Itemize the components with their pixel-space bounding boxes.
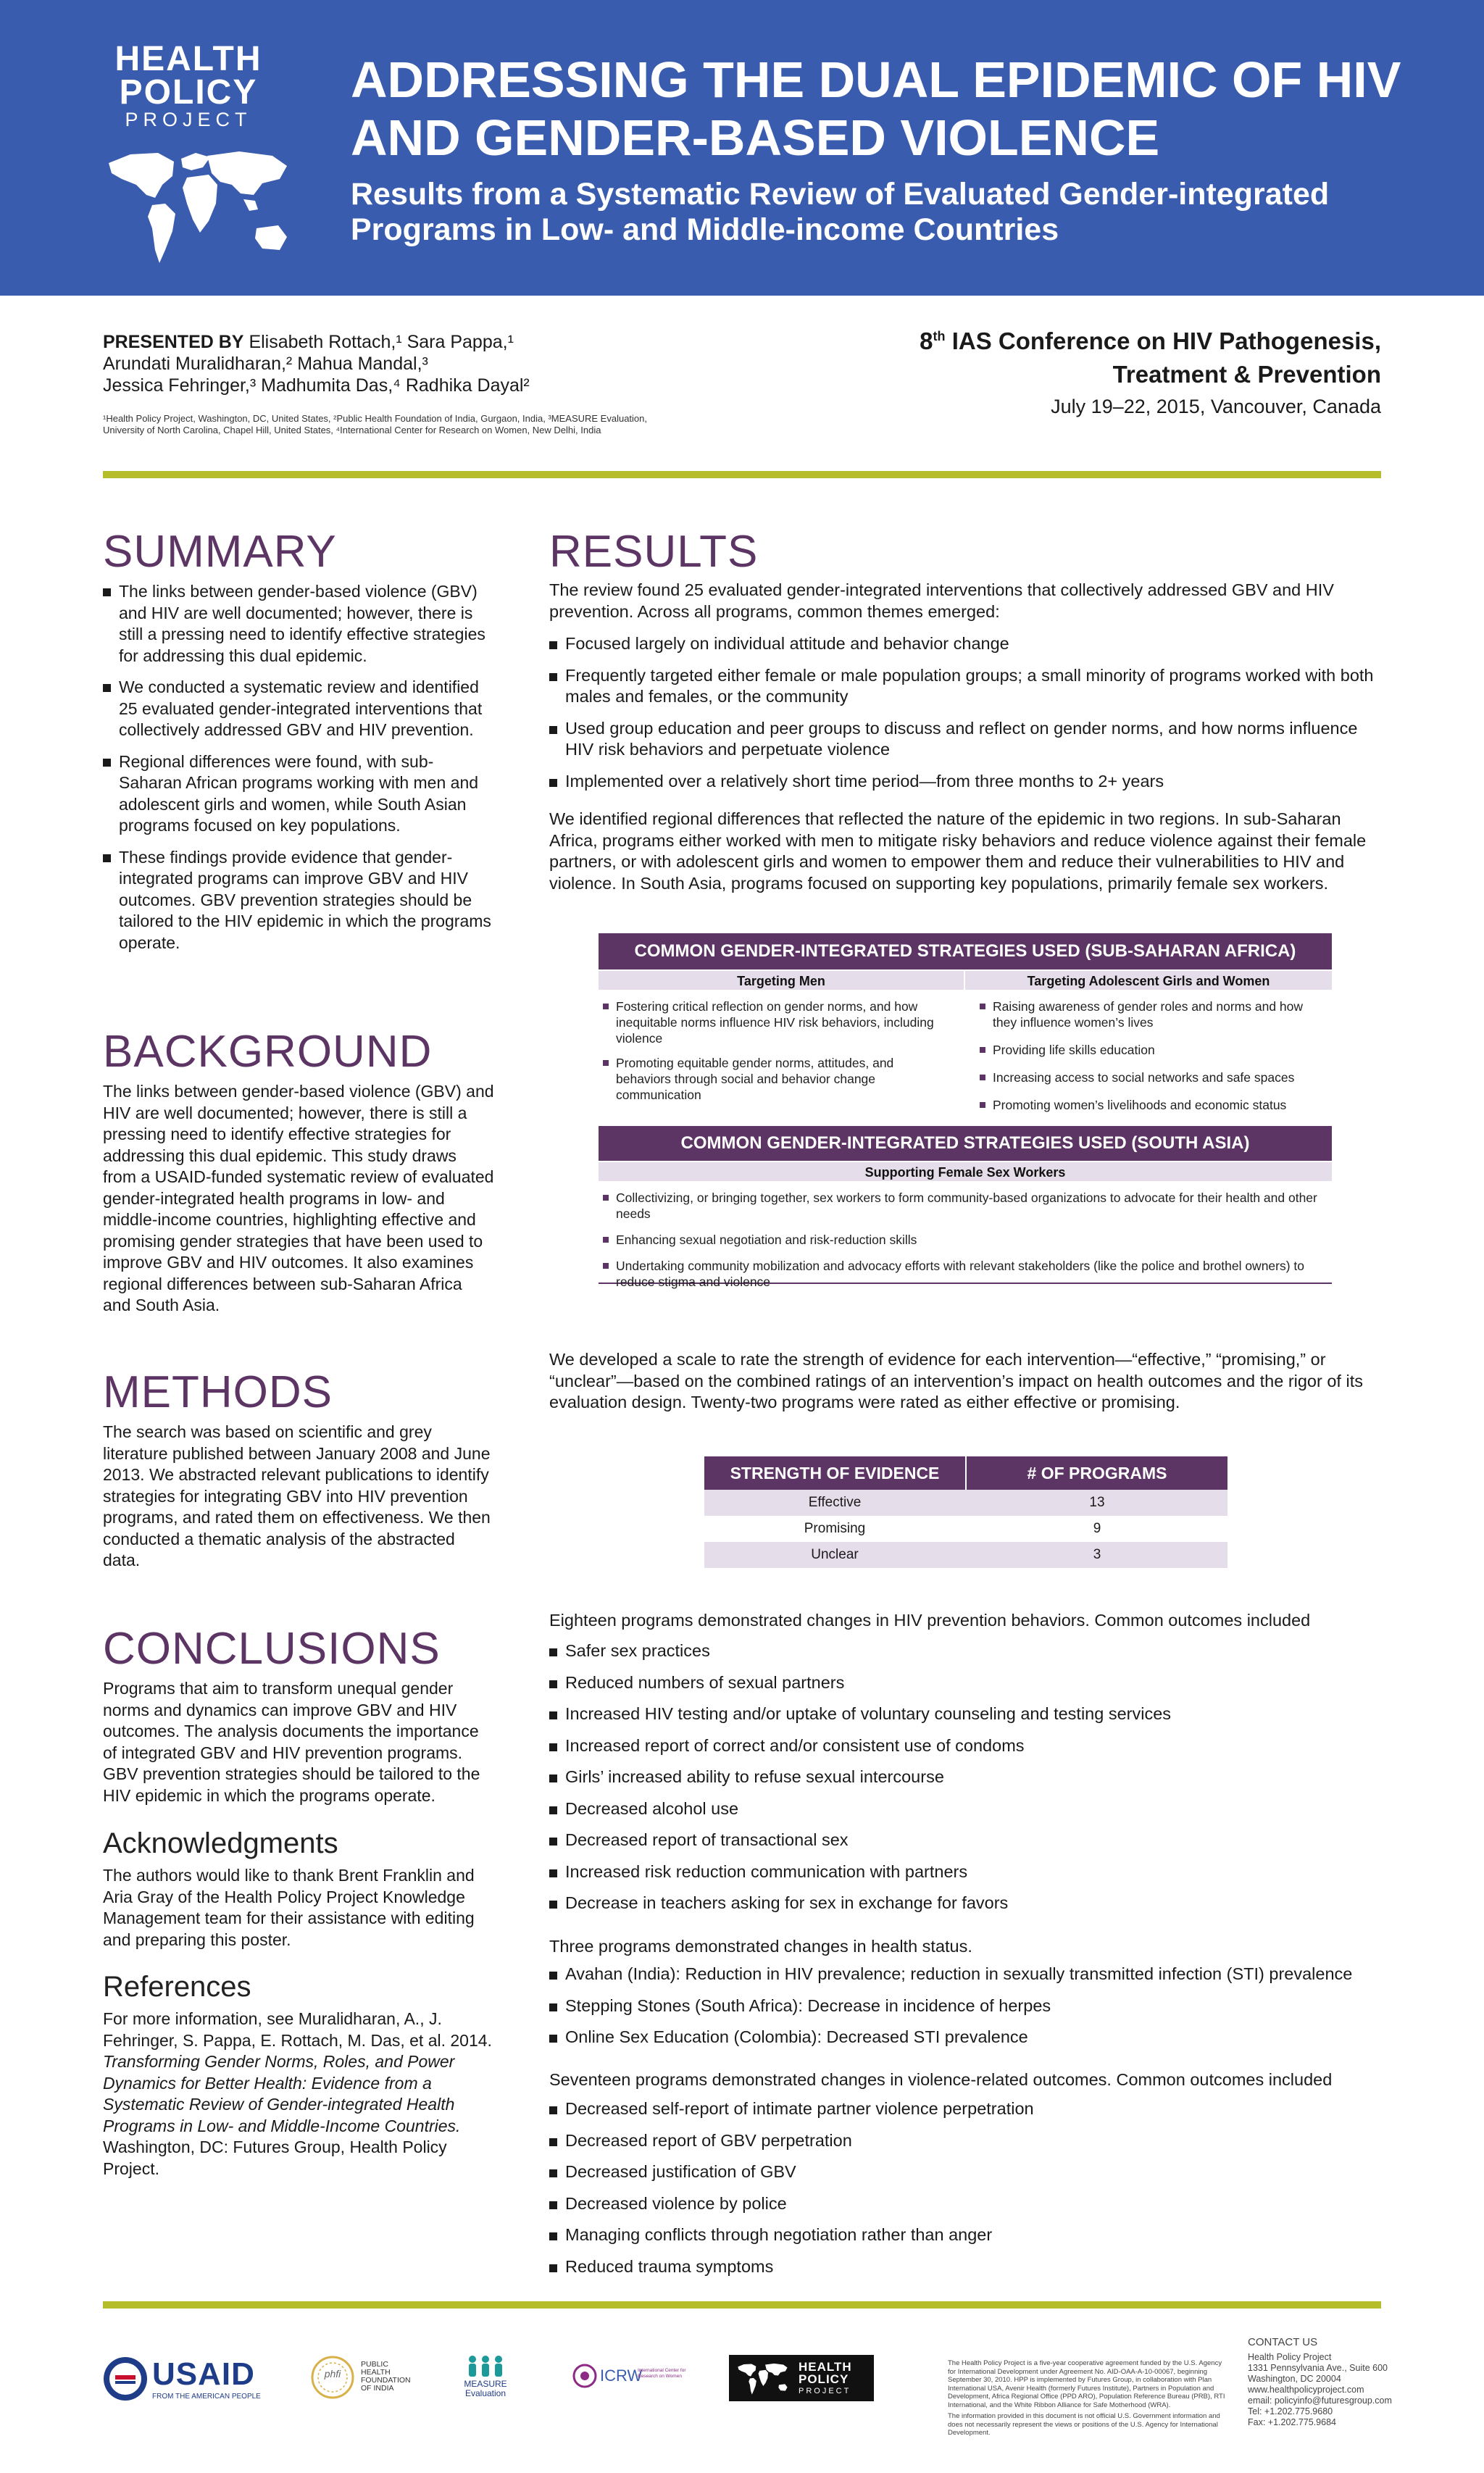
ssa-strategies-table — [599, 933, 1332, 1126]
conference-suffix: th — [933, 329, 946, 343]
behavior-item: Decrease in teachers asking for sex in exchange for favors — [549, 1893, 1383, 1914]
usaid-wordmark: USAID — [152, 2356, 255, 2392]
usaid-tagline: FROM THE AMERICAN PEOPLE — [152, 2393, 261, 2401]
evidence-label: Effective — [808, 1495, 862, 1510]
ssa-table-title: COMMON GENDER-INTEGRATED STRATEGIES USED (SUB-SAHARAN AFRICA) — [599, 933, 1332, 969]
conference-date: July 19–22, 2015, Vancouver, Canada — [1051, 396, 1381, 417]
presenters-line-3: Jessica Fehringer,³ Madhumita Das,⁴ Radhika Dayal² — [103, 375, 530, 396]
violence-item: Decreased justification of GBV — [549, 2161, 1383, 2183]
conference-line-1 — [920, 328, 1381, 355]
results-scale-text: We developed a scale to rate the strength of evidence for each intervention—“effective,” “promising,” or “unclear”—based on the combined ratings of an intervention’s impact on health outcomes and the rigor of its evaluation design. Twenty-two programs were rated as either effective or promising. — [549, 1350, 1363, 1411]
references-end: Washington, DC: Futures Group, Health Policy Project. — [103, 2138, 447, 2178]
theme-item: Used group education and peer groups to discuss and reflect on gender norms, and how norms influence HIV risk behaviors and perpetuate violence — [549, 718, 1383, 761]
disclaimer-funding: The Health Policy Project is a five-year cooperative agreement funded by the U.S. Agency for International Development under Agreement No. AID-OAA-A-10-00067, beginning September 30, 2010. HPP is implemented by Futures Group, in collaboration with Plan International USA, Avenir Health (formerly Futures Institute), Partners in Population and Development, Africa Regional Office (PPD ARO), Population Reference Bureau (PRB), RTI International, and the White Ribbon Alliance for Safe Motherhood (WRA). — [948, 2359, 1225, 2409]
affiliations-line-1: ¹Health Policy Project, Washington, DC, United States, ²Public Health Foundation of India, Gurgaon, India, ³MEASURE Evaluation, — [103, 413, 647, 424]
health-item: Online Sex Education (Colombia): Decreased STI prevalence — [549, 2027, 1383, 2048]
summary-title: SUMMARY — [103, 527, 337, 577]
health-intro: Three programs demonstrated changes in health status. — [549, 1937, 972, 1956]
contact-city: Washington, DC 20004 — [1248, 2374, 1341, 2384]
background-title: BACKGROUND — [103, 1027, 433, 1077]
behavior-list — [549, 1640, 1383, 1914]
health-item: Avahan (India): Reduction in HIV prevalence; reduction in sexually transmitted infection (STI) prevalence — [549, 1964, 1383, 1985]
icrw-wordmark: ICRW — [600, 2366, 643, 2385]
usaid-seal-icon — [103, 2356, 148, 2401]
icrw-tagline: International Center for Research on Women — [638, 2368, 686, 2379]
conference-line-2: Treatment & Prevention — [1112, 361, 1381, 388]
disclaimer — [948, 2359, 1226, 2437]
phfi-line: PUBLIC — [361, 2360, 388, 2369]
evidence-label: Unclear — [811, 1547, 859, 1562]
conference-name: IAS Conference on HIV Pathogenesis, — [945, 328, 1381, 354]
results-title: RESULTS — [549, 527, 759, 577]
evidence-col1-header: STRENGTH OF EVIDENCE — [730, 1464, 940, 1482]
behavior-item: Safer sex practices — [549, 1640, 1383, 1662]
ssa-col2-item: Promoting women’s livelihoods and economic status — [980, 1097, 1327, 1113]
phfi-mark: phfi — [324, 2368, 341, 2380]
contact-address: 1331 Pennsylvania Ave., Suite 600 — [1248, 2363, 1388, 2373]
ssa-col1-item: Promoting equitable gender norms, attitudes, and behaviors through social and behavior change communication — [603, 1055, 951, 1103]
affiliations-line-2: University of North Carolina, Chapel Hill, United States, ⁴International Center for Research on Women, New Delhi, India — [103, 425, 601, 435]
ssa-col1-item: Fostering critical reflection on gender norms, and how inequitable norms influence HIV risk behaviors, including violence — [603, 998, 951, 1046]
evidence-table-header — [704, 1456, 1227, 1490]
hpp-line: POLICY — [799, 2372, 849, 2386]
theme-item: Focused largely on individual attitude and behavior change — [549, 633, 1383, 655]
summary-list — [103, 581, 494, 954]
contact-org: Health Policy Project — [1248, 2352, 1332, 2362]
sa-item: Undertaking community mobilization and advocacy efforts with relevant stakeholders (like the police and brothel owners) to reduce stigma and violence — [603, 1258, 1327, 1290]
violence-item: Managing conflicts through negotiation rather than anger — [549, 2224, 1383, 2246]
evidence-row — [704, 1516, 1227, 1542]
sa-item: Enhancing sexual negotiation and risk-reduction skills — [603, 1232, 1327, 1248]
summary-item: We conducted a systematic review and identified 25 evaluated gender-integrated interventions that collectively addressed GBV and HIV prevention. — [103, 677, 494, 741]
logo-project: PROJECT — [125, 109, 252, 130]
contact-title: CONTACT US — [1248, 2336, 1318, 2348]
top-divider — [103, 471, 1381, 478]
violence-intro: Seventeen programs demonstrated changes in violence-related outcomes. Common outcomes included — [549, 2070, 1333, 2089]
title-line-2: AND GENDER-BASED VIOLENCE — [351, 109, 1160, 166]
behavior-item: Girls’ increased ability to refuse sexual intercourse — [549, 1767, 1383, 1788]
disclaimer-views: The information provided in this document is not official U.S. Government information and does not necessarily represent the views or positions of the U.S. Agency for International Development. — [948, 2412, 1220, 2437]
references-title: References — [103, 1971, 251, 2003]
theme-item: Implemented over a relatively short time period—from three months to 2+ years — [549, 771, 1383, 793]
contact-details — [1248, 2352, 1392, 2428]
ssa-col2-item: Raising awareness of gender roles and norms and how they influence women’s lives — [980, 998, 1327, 1030]
subtitle-line-1: Results from a Systematic Review of Evaluated Gender-integrated — [351, 177, 1330, 212]
violence-item: Decreased self-report of intimate partner violence perpetration — [549, 2098, 1383, 2120]
violence-item: Decreased report of GBV perpetration — [549, 2130, 1383, 2152]
acknowledgments-title: Acknowledgments — [103, 1827, 338, 1859]
behavior-item: Reduced numbers of sexual partners — [549, 1672, 1383, 1694]
behavior-intro: Eighteen programs demonstrated changes in HIV prevention behaviors. Common outcomes included — [549, 1611, 1311, 1630]
phfi-line: HEALTH — [361, 2368, 391, 2377]
contact-email[interactable]: email: policyinfo@futuresgroup.com — [1248, 2395, 1392, 2406]
evidence-col2-header: # OF PROGRAMS — [1027, 1464, 1167, 1482]
hpp-logo — [729, 2355, 874, 2401]
phfi-line: OF INDIA — [361, 2384, 394, 2393]
background-text: The links between gender-based violence (GBV) and HIV are well documented; however, there is still a pressing need to identify effective strategies for addressing this dual epidemic. This study draws from a USAID-funded systematic review of evaluated gender-integrated health programs in low- and middle-income countries, highlighting effective and promising gender strategies that have been used to improve GBV and HIV outcomes. It also examines regional differences between sub-Saharan Africa and South Asia. — [103, 1082, 494, 1314]
themes-list — [549, 633, 1383, 792]
methods-title: METHODS — [103, 1367, 333, 1417]
violence-item: Decreased violence by police — [549, 2193, 1383, 2215]
summary-item: These findings provide evidence that gender-integrated programs can improve GBV and HIV outcomes. GBV prevention strategies should be tailored to the HIV epidemic in which the programs operate. — [103, 847, 494, 954]
evidence-count: 3 — [1093, 1547, 1101, 1562]
results-regional: We identified regional differences that reflected the nature of the epidemic in two regions. In sub-Saharan Africa, programs either worked with men to mitigate risky behaviors and reduce violence against their female partners, or with adolescent girls and women to empower them and reduce their vulnerabilities to HIV and violence. In South Asia, programs focused on supporting key populations, primarily female sex workers. — [549, 809, 1367, 893]
behavior-item: Increased HIV testing and/or uptake of voluntary counseling and testing services — [549, 1703, 1383, 1725]
contact-fax: Fax: +1.202.775.9684 — [1248, 2417, 1336, 2427]
references-italic: Transforming Gender Norms, Roles, and Power Dynamics for Better Health: Evidence from a Systematic Review of Gender-integrated Health Programs in Low- and Middle-Income Countries. — [103, 2052, 461, 2135]
measure-line: MEASURE — [464, 2379, 507, 2389]
ssa-col2-item: Providing life skills education — [980, 1042, 1327, 1058]
summary-item: The links between gender-based violence (GBV) and HIV are well documented; however, there is still a pressing need to identify effective strategies for addressing this dual epidemic. — [103, 581, 494, 667]
ssa-table-body — [599, 990, 1332, 1126]
ssa-col2 — [965, 998, 1332, 1126]
ssa-col2-item: Increasing access to social networks and safe spaces — [980, 1069, 1327, 1085]
evidence-row — [704, 1490, 1227, 1516]
subtitle-line-2: Programs in Low- and Middle-income Countries — [351, 212, 1059, 247]
results-intro: The review found 25 evaluated gender-integrated interventions that collectively addressed GBV and HIV prevention. Across all programs, common themes emerged: — [549, 580, 1334, 621]
conclusions-text: Programs that aim to transform unequal gender norms and dynamics can improve GBV and HIV outcomes. The analysis documents the importance of integrated GBV and HIV prevention programs. GBV prevention strategies should be tailored to the HIV epidemic in which the programs operate. — [103, 1679, 480, 1805]
hpp-line: PROJECT — [799, 2387, 851, 2395]
behavior-item: Decreased report of transactional sex — [549, 1830, 1383, 1851]
sa-table-title: COMMON GENDER-INTEGRATED STRATEGIES USED (SOUTH ASIA) — [599, 1126, 1332, 1161]
evidence-label: Promising — [804, 1521, 866, 1536]
phfi-text — [361, 2361, 411, 2393]
evidence-count: 9 — [1093, 1521, 1101, 1536]
phfi-line: FOUNDATION — [361, 2376, 411, 2385]
sa-table-header: Supporting Female Sex Workers — [599, 1161, 1332, 1181]
ssa-col1-header: Targeting Men — [599, 971, 965, 990]
icrw-logo-icon — [572, 2364, 597, 2388]
measure-line: Evaluation — [464, 2388, 507, 2398]
conclusions-title: CONCLUSIONS — [103, 1624, 441, 1674]
presenters-line-2: Arundati Muralidharan,² Mahua Mandal,³ — [103, 354, 428, 374]
violence-item: Reduced trauma symptoms — [549, 2256, 1383, 2278]
measure-text — [457, 2380, 514, 2398]
presenters-line-1 — [103, 332, 514, 353]
behavior-item: Decreased alcohol use — [549, 1798, 1383, 1820]
sa-table-body — [599, 1181, 1332, 1289]
hpp-line: HEALTH — [799, 2360, 852, 2374]
title-line-1: ADDRESSING THE DUAL EPIDEMIC OF HIV — [351, 51, 1401, 108]
presenters-names-1: Elisabeth Rottach,¹ Sara Pappa,¹ — [249, 332, 514, 352]
contact-tel: Tel: +1.202.775.9680 — [1248, 2406, 1333, 2416]
health-item: Stepping Stones (South Africa): Decrease in incidence of herpes — [549, 1996, 1383, 2017]
ssa-table-subheader — [599, 969, 1332, 990]
ssa-col1 — [599, 998, 965, 1126]
conference-number: 8 — [920, 328, 933, 354]
health-list — [549, 1964, 1383, 2048]
behavior-item: Increased risk reduction communication with partners — [549, 1861, 1383, 1883]
sa-item: Collectivizing, or bringing together, sex workers to form community-based organizations to advocate for their health and other needs — [603, 1190, 1327, 1222]
evidence-count: 13 — [1089, 1495, 1105, 1510]
theme-item: Frequently targeted either female or male population groups; a small minority of programs worked with both males and females, or the community — [549, 665, 1383, 708]
hpp-logo-text — [799, 2361, 852, 2398]
references-text — [103, 2009, 494, 2180]
hpp-world-icon — [733, 2361, 793, 2397]
acknowledgments-text: The authors would like to thank Brent Franklin and Aria Gray of the Health Policy Project Knowledge Management team for their assistance with editing and preparing this poster. — [103, 1866, 475, 1949]
logo-policy: POLICY — [119, 73, 258, 112]
measure-people-icon — [465, 2355, 506, 2378]
world-map-icon — [101, 141, 297, 272]
logo-health: HEALTH — [114, 40, 262, 78]
methods-text: The search was based on scientific and grey literature published between January 2008 and June 2013. We abstracted relevant publications to identify strategies for integrating GBV into HIV prevention programs, and rated them on effectiveness. We then conducted a thematic analysis of the abstracted data. — [103, 1422, 491, 1569]
sa-strategies-table — [599, 1126, 1332, 1289]
bottom-divider — [103, 2301, 1381, 2309]
presented-by-label: PRESENTED BY — [103, 332, 244, 352]
references-plain: For more information, see Muralidharan, A., J. Fehringer, S. Pappa, E. Rottach, M. Das, et al. 2014. — [103, 2009, 492, 2050]
evidence-row — [704, 1542, 1227, 1568]
summary-item: Regional differences were found, with sub-Saharan African programs working with men and adolescent girls and women, while South Asian programs focused on key populations. — [103, 751, 494, 837]
contact-website[interactable]: www.healthpolicyproject.com — [1248, 2385, 1364, 2395]
violence-list — [549, 2098, 1383, 2277]
ssa-col2-header: Targeting Adolescent Girls and Women — [965, 971, 1332, 990]
behavior-item: Increased report of correct and/or consistent use of condoms — [549, 1735, 1383, 1757]
